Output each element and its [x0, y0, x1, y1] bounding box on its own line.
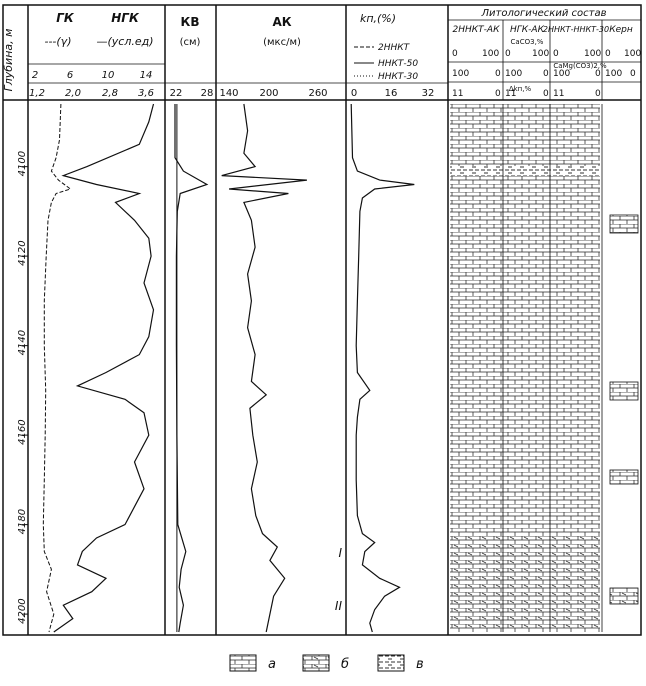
litho-scale-tick: 11 — [553, 89, 565, 99]
svg-text:4180: 4180 — [17, 508, 28, 535]
litho-scale-tick: 0 — [495, 89, 501, 99]
litho-scale-tick: 11 — [505, 89, 517, 99]
legend-swatch-dolomite — [303, 655, 329, 671]
gk-scale-top-tick: 6 — [66, 70, 74, 81]
litho-scale-tick: 0 — [543, 69, 549, 79]
ak-curve — [222, 104, 307, 632]
svg-text:4140: 4140 — [17, 329, 28, 356]
ngk-scale-bottom-tick: 1,2 — [29, 88, 45, 99]
ngk-scale-bottom-tick: 3,6 — [138, 88, 154, 99]
litho-scale-tick: 100 — [482, 49, 500, 59]
gk-scale-top-tick: 10 — [101, 70, 115, 81]
kp-title: kп,(%) — [359, 12, 397, 25]
litho-col-label: 2ННКТ-ННКТ-30 — [542, 25, 610, 34]
svg-text:4160: 4160 — [17, 419, 28, 445]
kp-scale-tick: 32 — [421, 88, 435, 99]
litho-scale-tick: 0 — [495, 69, 501, 79]
kp-scale-tick: 0 — [350, 88, 358, 99]
gk-scale-top-tick: 2 — [31, 70, 39, 81]
core-sample — [610, 588, 638, 604]
legend-label: б — [341, 657, 350, 672]
depth-ticks — [17, 151, 28, 624]
gk-curve — [43, 104, 70, 632]
legend-label: в — [416, 657, 424, 672]
litho-scale-tick: 100 — [584, 49, 602, 59]
ngk-scale-bottom-tick: 2,0 — [65, 88, 81, 99]
kv-curve — [175, 104, 207, 632]
ak-scale-tick: 200 — [259, 88, 279, 99]
litho-scale-tick: 100 — [505, 69, 523, 79]
kv-title: КВ — [180, 15, 200, 29]
lithology-legend — [230, 655, 424, 672]
litho-col-label: Керн — [609, 25, 633, 35]
gk-scale-top-tick: 14 — [139, 70, 153, 81]
legend-label: а — [268, 657, 276, 672]
litho-scale-tick: 100 — [452, 69, 470, 79]
litho-scale-tick: 100 — [553, 69, 571, 79]
depth-tick — [17, 330, 28, 355]
depth-tick — [17, 419, 28, 444]
depth-tick — [17, 240, 28, 265]
kp-legend-label: ННКТ-30 — [378, 72, 419, 82]
litho-sub-label: CaCO3,% — [510, 38, 544, 46]
svg-text:4100: 4100 — [17, 150, 28, 177]
litho-scale-tick: 0 — [452, 49, 458, 59]
litho-title: Литологический состав — [481, 8, 607, 19]
zone-label: II — [334, 599, 342, 613]
litho-sub-label: CaMg(CO3)2,% — [553, 62, 607, 70]
litho-scale-tick: 0 — [595, 89, 601, 99]
litho-col-label: 2ННКТ-АК — [452, 25, 500, 35]
ngk-curve — [54, 104, 154, 632]
kv-scale-tick: 28 — [200, 88, 214, 99]
svg-text:4200: 4200 — [17, 598, 28, 624]
ak-title: АК — [272, 15, 292, 29]
core-sample — [610, 382, 638, 400]
kp-curve — [351, 104, 414, 632]
svg-text:4120: 4120 — [17, 240, 28, 266]
litho-scale-tick: 0 — [595, 69, 601, 79]
depth-axis-title: Глубина, м — [2, 28, 15, 92]
ngk-scale-bottom-tick: 2,8 — [102, 88, 118, 99]
kv-scale-tick: 22 — [169, 88, 183, 99]
litho-scale-tick: 0 — [605, 49, 611, 59]
litho-scale-tick: 0 — [553, 49, 559, 59]
kp-scale-tick: 16 — [384, 88, 398, 99]
litho-clay-band — [450, 166, 600, 176]
legend-swatch-clay — [378, 655, 404, 671]
ak-scale-tick: 260 — [308, 88, 328, 99]
litho-scale-tick: 100 — [532, 49, 550, 59]
litho-scale-tick: 100 — [624, 49, 642, 59]
legend-swatch-limestone — [230, 655, 256, 671]
gk-unit: ---(γ) — [44, 35, 72, 48]
litho-scale-tick: 0 — [505, 49, 511, 59]
litho-scale-tick: 0 — [543, 89, 549, 99]
litho-scale-tick: 100 — [605, 69, 623, 79]
depth-tick — [17, 598, 28, 623]
kp-legend-label: ННКТ-50 — [378, 59, 419, 69]
zone-label: I — [338, 546, 342, 560]
litho-scale-tick: 0 — [630, 69, 636, 79]
ak-unit: (мкс/м) — [263, 37, 301, 48]
litho-scale-tick: 11 — [452, 89, 464, 99]
kv-unit: (см) — [179, 37, 201, 48]
ngk-unit: —(усл.ед) — [96, 35, 154, 48]
depth-tick — [17, 509, 28, 534]
ak-scale-tick: 140 — [219, 88, 239, 99]
ngk-title: НГК — [111, 11, 139, 25]
gk-title: ГК — [56, 11, 74, 25]
core-sample — [610, 215, 638, 233]
kp-legend-label: 2ННКТ — [378, 43, 410, 53]
depth-tick — [17, 151, 28, 176]
litho-sub-label: Δkп,% — [508, 85, 532, 93]
litho-dolomite-body — [450, 532, 600, 632]
litho-col-label: НГК-АК — [510, 25, 544, 35]
core-sample — [610, 470, 638, 484]
